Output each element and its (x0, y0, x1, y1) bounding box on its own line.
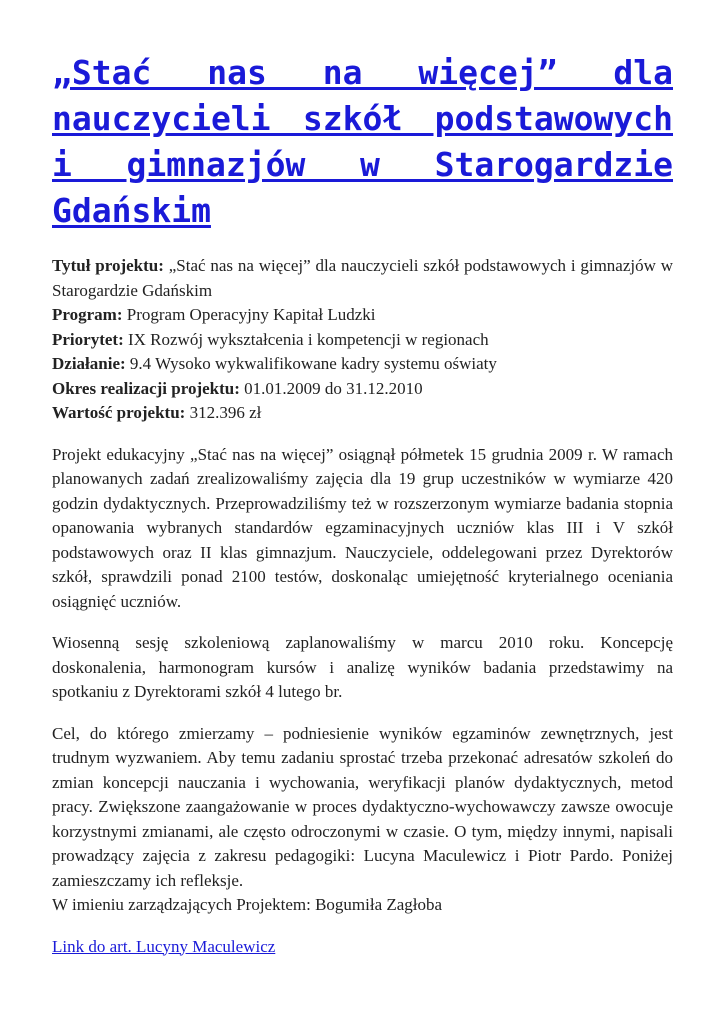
body-paragraph-2: Wiosenną sesję szkoleniową zaplanowaliśmy w marcu 2010 roku. Koncepcję doskonalenia, harmonogram kursów i analizę wyników badania przedstawimy na spotkaniu z Dyrektorami szkół 4 lutego br. (52, 633, 673, 701)
meta-title-label: Tytuł projektu: (52, 256, 164, 275)
meta-action-label: Działanie: (52, 354, 126, 373)
body-paragraph-3 (52, 722, 673, 918)
article-title (52, 50, 673, 234)
meta-priority-label: Priorytet: (52, 329, 124, 349)
meta-action-value: 9.4 Wysoko wykwalifikowane kadry systemu oświaty (125, 354, 497, 373)
meta-program-label: Program: (52, 305, 123, 324)
meta-period-value: 01.01.2009 do 31.12.2010 (239, 378, 423, 398)
meta-priority-value: IX Rozwój wykształcenia i kompetencji w regionach (123, 329, 489, 349)
signature-line: W imieniu zarządzających Projektem: Bogumiła Zagłoba (52, 895, 443, 914)
meta-value-label: Wartość projektu: (52, 403, 186, 422)
maculewicz-article-link[interactable]: Link do art. Lucyny Maculewicz (52, 936, 276, 956)
project-metadata (52, 254, 673, 426)
article-title-link[interactable]: „Stać nas na więcej” dla nauczycieli szkół podstawowych i gimnazjów w Starogardzie Gdańskim (52, 53, 673, 230)
meta-value-value: 312.396 zł (185, 403, 262, 422)
article-link-paragraph (52, 935, 673, 960)
body-paragraph-3-text: Cel, do którego zmierzamy – podniesienie wyników egzaminów zewnętrznych, jest trudnym wyzwaniem. Aby temu zadaniu sprostać trzeba przekonać adresatów szkoleń do zmian koncepcji nauczania i wychowania, weryfikacji planów dydaktycznych, metod pracy. Zwiększone zaangażowanie w proces dydaktyczno-wychowawczy zawsze owocuje korzystnymi zmianami, ale często odroczonymi w czasie. O tym, między innymi, napisali prowadzący zajęcia z zakresu pedagogiki: Lucyna Maculewicz i Piotr Pardo. Poniżej zamieszczamy ich refleksje. (52, 723, 673, 890)
meta-title-value: „Stać nas na więcej” dla nauczycieli szkół podstawowych i gimnazjów w Starogardzie Gdańskim (52, 256, 674, 300)
meta-period-label: Okres realizacji projektu: (52, 378, 240, 398)
meta-program-value: Program Operacyjny Kapitał Ludzki (122, 305, 376, 324)
body-paragraph-1: Projekt edukacyjny „Stać nas na więcej” osiągnął półmetek 15 grudnia 2009 r. W ramach planowanych zadań zrealizowaliśmy zajęcia dla 19 grup uczestników w wymiarze 420 godzin dydaktycznych. Przeprowadziliśmy też w rozszerzonym wymiarze badania stopnia opanowania wybranych standardów egzaminacyjnych uczniów klas III i V szkół podstawowych oraz II klas gimnazjum. Nauczyciele, oddelegowani przez Dyrektorów szkół, sprawdzili ponad 2100 testów, doskonaląc umiejętność kryterialnego oceniania osiągnięć uczniów. (52, 444, 673, 611)
